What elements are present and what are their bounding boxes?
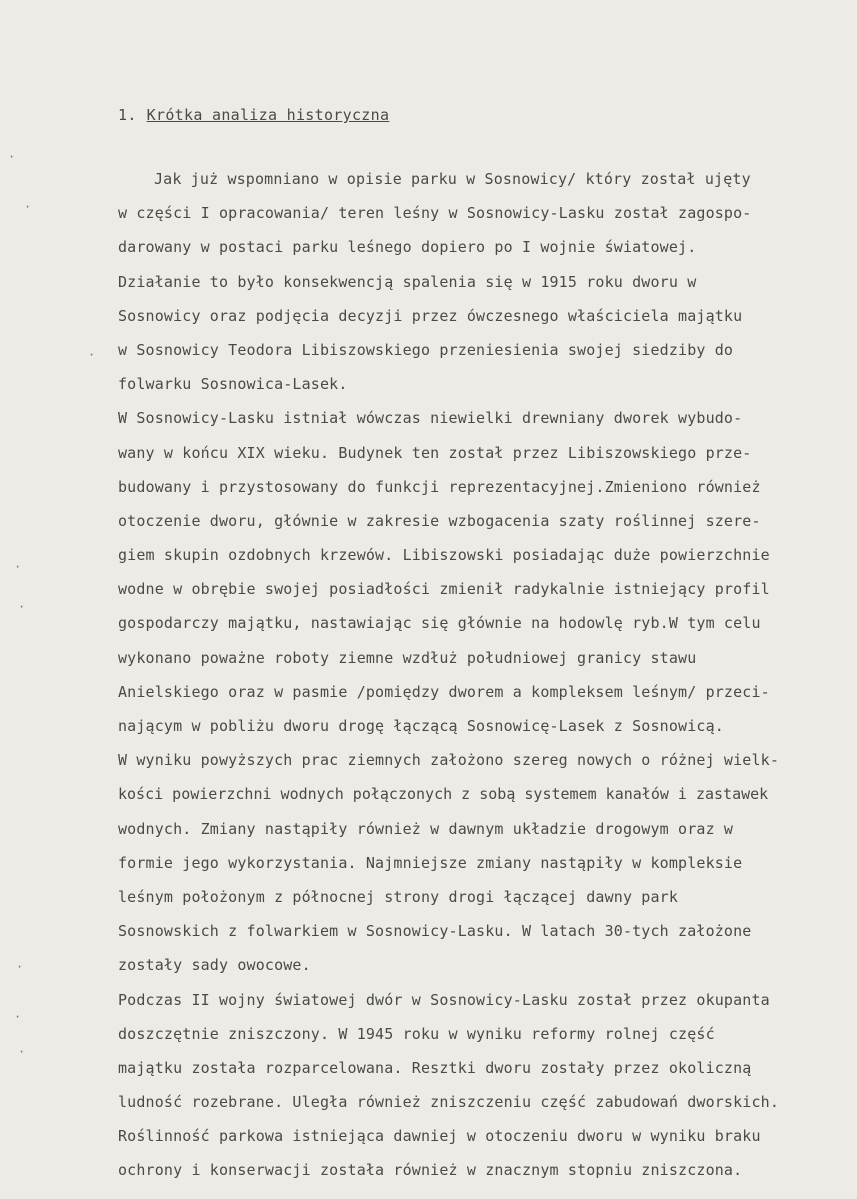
margin-speck: · — [24, 200, 32, 214]
text-line: darowany w postaci parku leśnego dopiero po I wojnie światowej. — [118, 238, 697, 257]
text-line: leśnym położonym z północnej strony drogi łączącej dawny park — [118, 887, 679, 906]
text-line: Podczas II wojny światowej dwór w Sosnowicy-Lasku został przez okupanta — [118, 990, 770, 1009]
section-number: 1. — [118, 106, 137, 124]
text-line: Sosnowskich z folwarkiem w Sosnowicy-Lasku. W latach 30-tych założone — [118, 922, 752, 941]
margin-speck: · — [18, 600, 26, 614]
text-line: budowany i przystosowany do funkcji reprezentacyjnej.Zmieniono również — [118, 477, 761, 496]
text-line: ludność rozebrane. Uległa również zniszczeniu część zabudowań dworskich. — [118, 1093, 780, 1112]
text-line: gospodarczy majątku, nastawiając się głównie na hodowlę ryb.W tym celu — [118, 614, 761, 633]
margin-speck: · — [14, 1010, 22, 1024]
text-line: Jak już wspomniano w opisie parku w Sosnowicy/ który został ujęty — [154, 170, 751, 188]
text-line: wany w końcu XIX wieku. Budynek ten został przez Libiszowskiego prze- — [118, 443, 752, 462]
text-line: folwarku Sosnowica-Lasek. — [118, 375, 348, 394]
margin-speck: · — [8, 150, 16, 164]
text-line: w Sosnowicy Teodora Libiszowskiego przeniesienia swojej siedziby do — [118, 340, 734, 359]
text-line: Roślinność parkowa istniejąca dawniej w otoczeniu dworu w wyniku braku — [118, 1127, 761, 1146]
text-line: ochrony i konserwacji została również w znacznym stopniu zniszczona. — [118, 1161, 743, 1180]
section-heading — [118, 106, 389, 124]
text-line: nającym w pobliżu dworu drogę łączącą Sosnowicę-Lasek z Sosnowicą. — [118, 717, 724, 735]
text-line: Sosnowicy oraz podjęcia decyzji przez ówczesnego właściciela majątku — [118, 306, 743, 325]
text-line: zostały sady owocowe. — [118, 956, 311, 975]
text-line: w części I opracowania/ teren leśny w Sosnowicy-Lasku został zagospo- — [118, 204, 752, 223]
text-line: W Sosnowicy-Lasku istniał wówczas niewielki drewniany dworek wybudo- — [118, 409, 743, 428]
text-line: Anielskiego oraz w pasmie /pomiędzy dworem a kompleksem leśnym/ przeci- — [118, 682, 770, 701]
text-line: doszczętnie zniszczony. W 1945 roku w wyniku reformy rolnej część — [118, 1024, 715, 1043]
text-line: formie jego wykorzystania. Najmniejsze zmiany nastąpiły w kompleksie — [118, 853, 743, 872]
margin-speck: · — [14, 560, 22, 574]
margin-speck: · — [16, 960, 24, 974]
text-line: wodne w obrębie swojej posiadłości zmienił radykalnie istniejący profil — [118, 580, 770, 599]
margin-speck: · — [88, 348, 96, 362]
body-text — [118, 162, 853, 1188]
text-line: giem skupin ozdobnych krzewów. Libiszowski posiadając duże powierzchnie — [118, 546, 770, 565]
text-line: otoczenie dworu, głównie w zakresie wzbogacenia szaty roślinnej szere- — [118, 511, 761, 530]
text-line: majątku została rozparcelowana. Resztki dworu zostały przez okoliczną — [118, 1058, 752, 1077]
text-line: kości powierzchni wodnych połączonych z sobą systemem kanałów i zastawek — [118, 785, 769, 804]
section-title: Krótka analiza historyczna — [146, 106, 390, 124]
text-line: Działanie to było konsekwencją spalenia się w 1915 roku dworu w — [118, 272, 697, 291]
margin-speck: · — [18, 1045, 26, 1059]
text-line: wodnych. Zmiany nastąpiły również w dawnym układzie drogowym oraz w — [118, 819, 734, 838]
text-line: W wyniku powyższych prac ziemnych założono szereg nowych o różnej wielk- — [118, 751, 780, 770]
text-line: wykonano poważne roboty ziemne wzdłuż południowej granicy stawu — [118, 648, 697, 667]
